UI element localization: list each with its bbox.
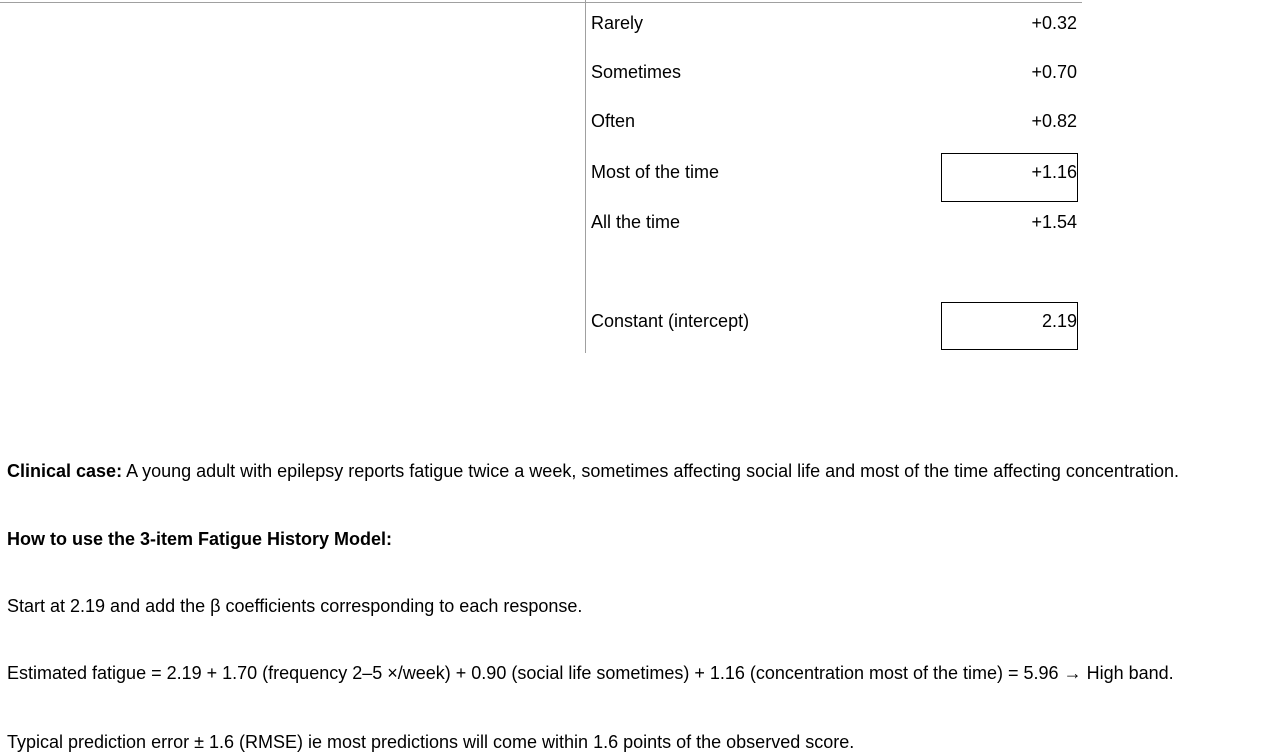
row-label-all-the-time: All the time	[591, 212, 681, 232]
estimate-formula: Estimated fatigue = 2.19 + 1.70 (frequency 2–5 ×/week) + 0.90 (social life sometimes) + 1.16 (concentration most of the time) = 5.96 → High band.	[7, 663, 1174, 683]
prediction-error-note: Typical prediction error ± 1.6 (RMSE) ie most predictions will come within 1.6 points of the observed score.	[7, 732, 855, 752]
row-label-sometimes: Sometimes	[591, 62, 682, 82]
row-value-sometimes: +0.70	[1031, 62, 1077, 82]
table-column-divider	[585, 0, 586, 353]
row-value-constant: 2.19	[1041, 311, 1077, 331]
row-label-rarely: Rarely	[591, 13, 644, 33]
howto-heading: How to use the 3-item Fatigue History Model:	[7, 529, 393, 549]
clinical-case-paragraph	[7, 460, 1179, 482]
row-label-most-of-the-time: Most of the time	[591, 162, 720, 182]
row-value-rarely: +0.32	[1031, 13, 1077, 33]
table-top-border	[0, 2, 1082, 3]
row-label-constant: Constant (intercept)	[591, 311, 750, 331]
row-value-most-of-the-time: +1.16	[1031, 162, 1077, 182]
row-value-all-the-time: +1.54	[1031, 212, 1077, 232]
clinical-case-body: A young adult with epilepsy reports fatigue twice a week, sometimes affecting social life and most of the time affecting concentration.	[122, 461, 1179, 481]
row-label-often: Often	[591, 111, 636, 131]
row-value-often: +0.82	[1031, 111, 1077, 131]
clinical-case-heading: Clinical case:	[7, 461, 123, 481]
start-instruction: Start at 2.19 and add the β coefficients corresponding to each response.	[7, 596, 583, 616]
